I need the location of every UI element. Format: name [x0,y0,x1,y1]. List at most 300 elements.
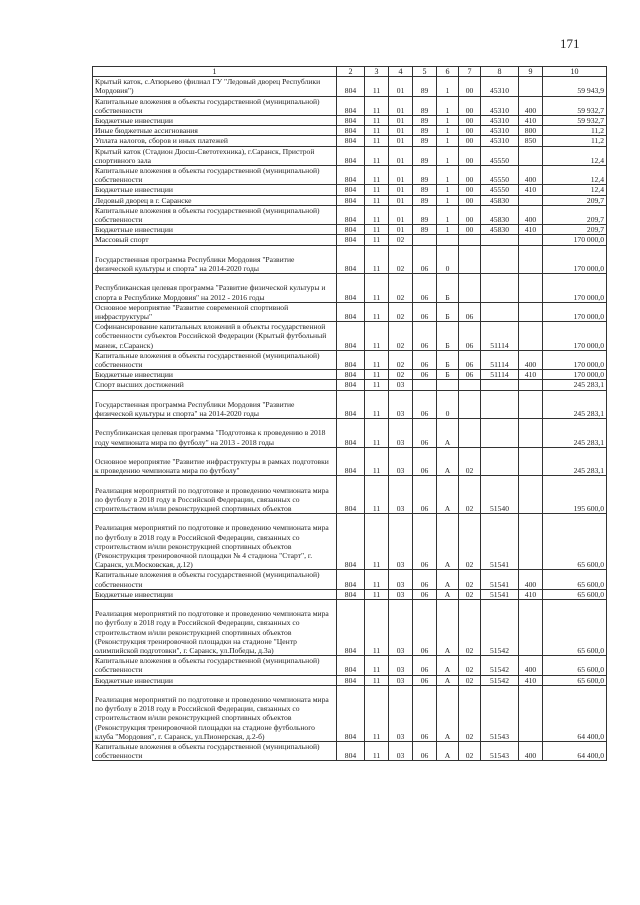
row-value-cell: 45830 [481,225,519,235]
row-value-cell: 06 [459,302,481,321]
row-value-cell: 01 [389,195,413,205]
row-value-cell: 06 [459,322,481,351]
row-value-cell: 03 [389,390,413,419]
row-value-cell: 06 [413,419,437,448]
row-value-cell: А [437,514,459,570]
row-value-cell [481,447,519,476]
row-value-cell: 804 [337,476,365,514]
row-value-cell: 804 [337,742,365,761]
row-value-cell: 03 [389,600,413,656]
row-value-cell: А [437,447,459,476]
table-row [93,302,607,321]
row-value-cell: 89 [413,195,437,205]
row-value-cell: 804 [337,136,365,146]
header-cell: 10 [543,67,607,77]
row-value-cell [519,380,543,390]
row-value-cell: 45310 [481,136,519,146]
row-value-cell: 245 283,1 [543,419,607,448]
row-value-cell: 410 [519,225,543,235]
row-name-cell: Бюджетные инвестиции [93,675,337,685]
row-value-cell: 89 [413,205,437,224]
row-value-cell: 06 [413,675,437,685]
row-value-cell: Б [437,274,459,303]
row-name-cell: Государственная программа Республики Мордовия "Развитие физической культуры и спорта" на 2014-2020 годы [93,245,337,274]
row-value-cell: 400 [519,742,543,761]
row-value-cell: 89 [413,166,437,185]
row-value-cell: 45310 [481,96,519,115]
row-value-cell: 804 [337,245,365,274]
row-value-cell: 00 [459,136,481,146]
row-name-cell: Капитальные вложения в объекты государственной (муниципальной) собственности [93,570,337,589]
table-row [93,166,607,185]
row-value-cell: 03 [389,419,413,448]
row-value-cell: 65 600,0 [543,514,607,570]
row-value-cell: 06 [413,322,437,351]
row-value-cell: 02 [459,447,481,476]
row-value-cell: 65 600,0 [543,675,607,685]
header-cell: 7 [459,67,481,77]
row-value-cell [519,685,543,741]
row-value-cell [519,274,543,303]
table-row [93,390,607,419]
row-value-cell: 01 [389,116,413,126]
row-value-cell: 51114 [481,370,519,380]
row-value-cell: 11,2 [543,136,607,146]
budget-table [92,66,607,761]
table-row [93,245,607,274]
row-value-cell: 1 [437,195,459,205]
table-row [93,350,607,369]
row-value-cell [519,390,543,419]
row-value-cell: 11 [365,675,389,685]
row-value-cell: 400 [519,350,543,369]
row-value-cell: 11 [365,116,389,126]
row-value-cell: 06 [413,476,437,514]
row-name-cell: Бюджетные инвестиции [93,185,337,195]
row-value-cell: 03 [389,589,413,599]
row-value-cell: 02 [389,350,413,369]
row-value-cell [413,380,437,390]
row-name-cell: Бюджетные инвестиции [93,589,337,599]
row-value-cell: А [437,656,459,675]
row-value-cell: А [437,685,459,741]
row-value-cell: 89 [413,116,437,126]
row-value-cell: Б [437,322,459,351]
row-value-cell [413,235,437,245]
row-value-cell: 45830 [481,205,519,224]
row-name-cell: Реализация мероприятий по подготовке и проведению чемпионата мира по футболу в 2018 году в Российской Федерации, связанных со строительством и/или реконструкцией спортивных объектов (Реконструкция тренировочной площадки № 4 стадиона "Старт", г. Саранск, ул.Московская, д.12) [93,514,337,570]
row-value-cell: 02 [459,514,481,570]
row-value-cell [519,195,543,205]
row-value-cell: 03 [389,514,413,570]
row-value-cell: 51542 [481,656,519,675]
row-value-cell: 51543 [481,685,519,741]
row-value-cell: 51540 [481,476,519,514]
row-value-cell: 03 [389,742,413,761]
row-value-cell [481,302,519,321]
row-value-cell: 51114 [481,350,519,369]
row-value-cell: 1 [437,126,459,136]
row-value-cell: 170 000,0 [543,274,607,303]
row-value-cell: 400 [519,166,543,185]
row-value-cell: 03 [389,675,413,685]
row-value-cell: 804 [337,195,365,205]
table-row [93,419,607,448]
row-value-cell: 1 [437,116,459,126]
row-value-cell [519,447,543,476]
row-name-cell: Капитальные вложения в объекты государственной (муниципальной) собственности [93,742,337,761]
row-value-cell: 65 600,0 [543,656,607,675]
row-value-cell: 804 [337,225,365,235]
row-value-cell: 11 [365,136,389,146]
row-value-cell [519,600,543,656]
row-value-cell: 59 943,9 [543,77,607,96]
row-value-cell: 804 [337,685,365,741]
row-value-cell: 245 283,1 [543,390,607,419]
row-name-cell: Крытый каток (Стадион Дюсш-Светотехника), г.Саранск, Пристрой спортивного зала [93,146,337,165]
row-value-cell: 804 [337,589,365,599]
row-name-cell: Реализация мероприятий по подготовке и проведению чемпионата мира по футболу в 2018 году в Российской Федерации, связанных со строительством и/или реконструкцией спортивных объектов (Реконструкция тренировочной площадки на стадионе "Центр олимпийской подготовки", г. Саранск, ул.Победы, д.3а) [93,600,337,656]
row-value-cell: 12,4 [543,185,607,195]
row-value-cell: Б [437,302,459,321]
table-row [93,600,607,656]
row-value-cell [437,235,459,245]
row-value-cell: 11 [365,447,389,476]
row-value-cell: 01 [389,136,413,146]
row-value-cell: 11 [365,185,389,195]
row-value-cell: 170 000,0 [543,370,607,380]
row-value-cell: 0 [437,390,459,419]
row-value-cell [481,419,519,448]
row-value-cell: 804 [337,185,365,195]
row-value-cell: 1 [437,77,459,96]
row-value-cell: 03 [389,685,413,741]
header-cell: 2 [337,67,365,77]
row-value-cell: 02 [459,742,481,761]
row-value-cell: 51541 [481,570,519,589]
row-value-cell: 01 [389,146,413,165]
row-value-cell: 400 [519,656,543,675]
row-value-cell: 01 [389,205,413,224]
row-value-cell: 45310 [481,77,519,96]
row-value-cell: 11 [365,205,389,224]
row-value-cell: 01 [389,126,413,136]
row-value-cell: 11 [365,350,389,369]
header-cell: 6 [437,67,459,77]
row-value-cell: 170 000,0 [543,245,607,274]
row-value-cell: 11 [365,685,389,741]
row-value-cell: 06 [413,350,437,369]
table-row [93,447,607,476]
row-name-cell: Крытый каток, с.Атюрьево (филиал ГУ "Ледовый дворец Республики Мордовия") [93,77,337,96]
row-value-cell [519,302,543,321]
row-value-cell: 59 932,7 [543,116,607,126]
row-value-cell: 11 [365,225,389,235]
row-value-cell [519,146,543,165]
row-value-cell: 51543 [481,742,519,761]
row-value-cell [519,419,543,448]
row-value-cell: 06 [413,742,437,761]
header-cell: 1 [93,67,337,77]
header-cell: 3 [365,67,389,77]
row-name-cell: Ледовый дворец в г. Саранске [93,195,337,205]
row-value-cell: 06 [413,514,437,570]
row-value-cell: А [437,476,459,514]
row-value-cell: 11 [365,126,389,136]
table-header-row [93,67,607,77]
row-value-cell: 410 [519,589,543,599]
header-cell: 9 [519,67,543,77]
row-value-cell: 804 [337,96,365,115]
row-value-cell: 804 [337,235,365,245]
table-row [93,514,607,570]
row-value-cell: 195 600,0 [543,476,607,514]
row-value-cell: 06 [413,302,437,321]
row-value-cell: А [437,675,459,685]
row-value-cell: 02 [459,600,481,656]
row-value-cell: 170 000,0 [543,322,607,351]
row-value-cell: 03 [389,447,413,476]
row-value-cell [459,380,481,390]
table-row [93,126,607,136]
row-value-cell: 02 [459,570,481,589]
row-value-cell: 02 [389,370,413,380]
row-value-cell: А [437,570,459,589]
row-value-cell [459,245,481,274]
table-row [93,205,607,224]
row-value-cell: 00 [459,166,481,185]
row-value-cell: 804 [337,600,365,656]
row-value-cell: 11 [365,274,389,303]
row-value-cell: 1 [437,136,459,146]
row-value-cell: 00 [459,146,481,165]
row-value-cell: 03 [389,380,413,390]
row-value-cell: 02 [389,245,413,274]
row-value-cell [519,476,543,514]
row-value-cell: 45550 [481,166,519,185]
row-name-cell: Капитальные вложения в объекты государственной (муниципальной) собственности [93,96,337,115]
row-value-cell: 45310 [481,126,519,136]
row-value-cell: 11 [365,656,389,675]
row-value-cell: 02 [389,302,413,321]
row-value-cell: 00 [459,96,481,115]
row-value-cell: 89 [413,77,437,96]
row-value-cell: 11 [365,570,389,589]
table-row [93,589,607,599]
row-name-cell: Капитальные вложения в объекты государственной (муниципальной) собственности [93,205,337,224]
row-value-cell: 11 [365,96,389,115]
row-value-cell: 01 [389,77,413,96]
row-name-cell: Реализация мероприятий по подготовке и проведению чемпионата мира по футболу в 2018 году в Российской Федерации, связанных со строительством и/или реконструкцией спортивных объектов [93,476,337,514]
row-value-cell [481,390,519,419]
row-value-cell: 11 [365,166,389,185]
row-name-cell: Основное мероприятие "Развитие инфраструктуры в рамках подготовки к проведению чемпионата мира по футболу" [93,447,337,476]
row-value-cell: 06 [413,685,437,741]
row-value-cell: 02 [459,685,481,741]
table-row [93,136,607,146]
row-value-cell: 51541 [481,589,519,599]
row-value-cell [519,514,543,570]
row-value-cell [519,322,543,351]
row-value-cell: 00 [459,116,481,126]
table-row [93,380,607,390]
row-value-cell: 170 000,0 [543,235,607,245]
row-value-cell: 03 [389,570,413,589]
row-value-cell: 06 [413,589,437,599]
row-value-cell: 1 [437,146,459,165]
row-value-cell: 11 [365,600,389,656]
row-value-cell: 410 [519,675,543,685]
row-value-cell: 00 [459,185,481,195]
row-value-cell: 410 [519,116,543,126]
row-value-cell: 65 600,0 [543,570,607,589]
row-value-cell: 65 600,0 [543,600,607,656]
row-value-cell: 51542 [481,675,519,685]
row-value-cell: 804 [337,350,365,369]
row-value-cell: 804 [337,390,365,419]
row-value-cell: 804 [337,166,365,185]
row-value-cell: 804 [337,380,365,390]
row-name-cell: Основное мероприятие "Развитие современной спортивной инфраструктуры" [93,302,337,321]
row-value-cell: 800 [519,126,543,136]
header-cell: 8 [481,67,519,77]
row-value-cell: 02 [389,274,413,303]
table-row [93,570,607,589]
row-value-cell: 11 [365,195,389,205]
row-value-cell: 11 [365,245,389,274]
row-value-cell: 11 [365,146,389,165]
row-value-cell: 89 [413,146,437,165]
row-name-cell: Уплата налогов, сборов и иных платежей [93,136,337,146]
row-value-cell: 1 [437,205,459,224]
row-value-cell: 804 [337,447,365,476]
row-value-cell: Б [437,370,459,380]
table-row [93,274,607,303]
row-name-cell: Массовый спорт [93,235,337,245]
row-value-cell: 209,7 [543,225,607,235]
row-value-cell: 06 [459,370,481,380]
table-row [93,146,607,165]
row-value-cell: 11 [365,302,389,321]
row-value-cell: 11 [365,419,389,448]
row-value-cell: 11 [365,370,389,380]
row-value-cell: 0 [437,245,459,274]
row-value-cell: Б [437,350,459,369]
row-value-cell: 03 [389,476,413,514]
row-name-cell: Республиканская целевая программа "Подготовка к проведению в 2018 году чемпионата мира по футболу" на 2013 - 2018 годы [93,419,337,448]
row-value-cell: 45830 [481,195,519,205]
row-name-cell: Бюджетные инвестиции [93,225,337,235]
row-value-cell: 804 [337,370,365,380]
row-value-cell: 11 [365,589,389,599]
row-value-cell: 804 [337,419,365,448]
row-value-cell: 02 [459,656,481,675]
row-value-cell: 1 [437,225,459,235]
header-cell: 5 [413,67,437,77]
row-value-cell: 02 [459,589,481,599]
row-value-cell: 45310 [481,116,519,126]
row-value-cell: 804 [337,77,365,96]
row-value-cell: 11 [365,742,389,761]
row-value-cell [459,235,481,245]
row-value-cell [459,390,481,419]
row-value-cell: 06 [413,274,437,303]
row-value-cell: 804 [337,146,365,165]
row-value-cell: 06 [413,600,437,656]
row-value-cell: 804 [337,675,365,685]
row-value-cell: 01 [389,225,413,235]
row-value-cell: 89 [413,126,437,136]
row-value-cell: 804 [337,322,365,351]
row-value-cell: 209,7 [543,205,607,224]
row-value-cell: 00 [459,205,481,224]
row-value-cell: 89 [413,225,437,235]
row-value-cell [481,380,519,390]
table-row [93,322,607,351]
row-value-cell: 245 283,1 [543,447,607,476]
table-row [93,235,607,245]
row-value-cell: 00 [459,225,481,235]
row-value-cell: 06 [413,370,437,380]
row-name-cell: Реализация мероприятий по подготовке и проведению чемпионата мира по футболу в 2018 году в Российской Федерации, связанных со строительством и/или реконструкцией спортивных объектов (Реконструкция тренировочной площадки на стадионе футбольного клуба "Мордовия", г. Саранск, ул.Пионерская, д.2-б) [93,685,337,741]
row-value-cell: 400 [519,205,543,224]
row-name-cell: Спорт высших достижений [93,380,337,390]
row-value-cell: А [437,600,459,656]
row-name-cell: Софинансирование капитальных вложений в объекты государственной собственности субъектов Российской Федерации (Крытый футбольный манеж, г.Саранск) [93,322,337,351]
row-value-cell: 02 [389,235,413,245]
row-name-cell: Государственная программа Республики Мордовия "Развитие физической культуры и спорта" на 2014-2020 годы [93,390,337,419]
table-row [93,116,607,126]
row-value-cell: 01 [389,185,413,195]
row-value-cell: 02 [459,476,481,514]
row-value-cell: 12,4 [543,146,607,165]
row-value-cell: 89 [413,185,437,195]
row-value-cell: 400 [519,570,543,589]
row-value-cell [459,419,481,448]
row-name-cell: Капитальные вложения в объекты государственной (муниципальной) собственности [93,350,337,369]
row-value-cell [459,274,481,303]
row-value-cell: А [437,589,459,599]
row-value-cell: 410 [519,370,543,380]
row-value-cell: 12,4 [543,166,607,185]
header-cell: 4 [389,67,413,77]
row-value-cell: 11 [365,322,389,351]
row-name-cell: Бюджетные инвестиции [93,370,337,380]
row-value-cell: 410 [519,185,543,195]
row-value-cell: 170 000,0 [543,302,607,321]
table-row [93,675,607,685]
row-value-cell: 02 [459,675,481,685]
table-row [93,225,607,235]
row-value-cell: А [437,742,459,761]
row-value-cell: 06 [413,447,437,476]
row-value-cell: 51541 [481,514,519,570]
row-value-cell: 804 [337,302,365,321]
row-value-cell [519,245,543,274]
row-value-cell: 1 [437,166,459,185]
row-value-cell: 804 [337,570,365,589]
row-value-cell [519,77,543,96]
row-value-cell: 06 [413,656,437,675]
row-value-cell [481,274,519,303]
row-value-cell: 11 [365,476,389,514]
row-value-cell: 1 [437,185,459,195]
row-name-cell: Капитальные вложения в объекты государственной (муниципальной) собственности [93,166,337,185]
table-row [93,370,607,380]
row-value-cell: 804 [337,205,365,224]
row-value-cell: 804 [337,514,365,570]
page-number: 171 [560,36,580,51]
